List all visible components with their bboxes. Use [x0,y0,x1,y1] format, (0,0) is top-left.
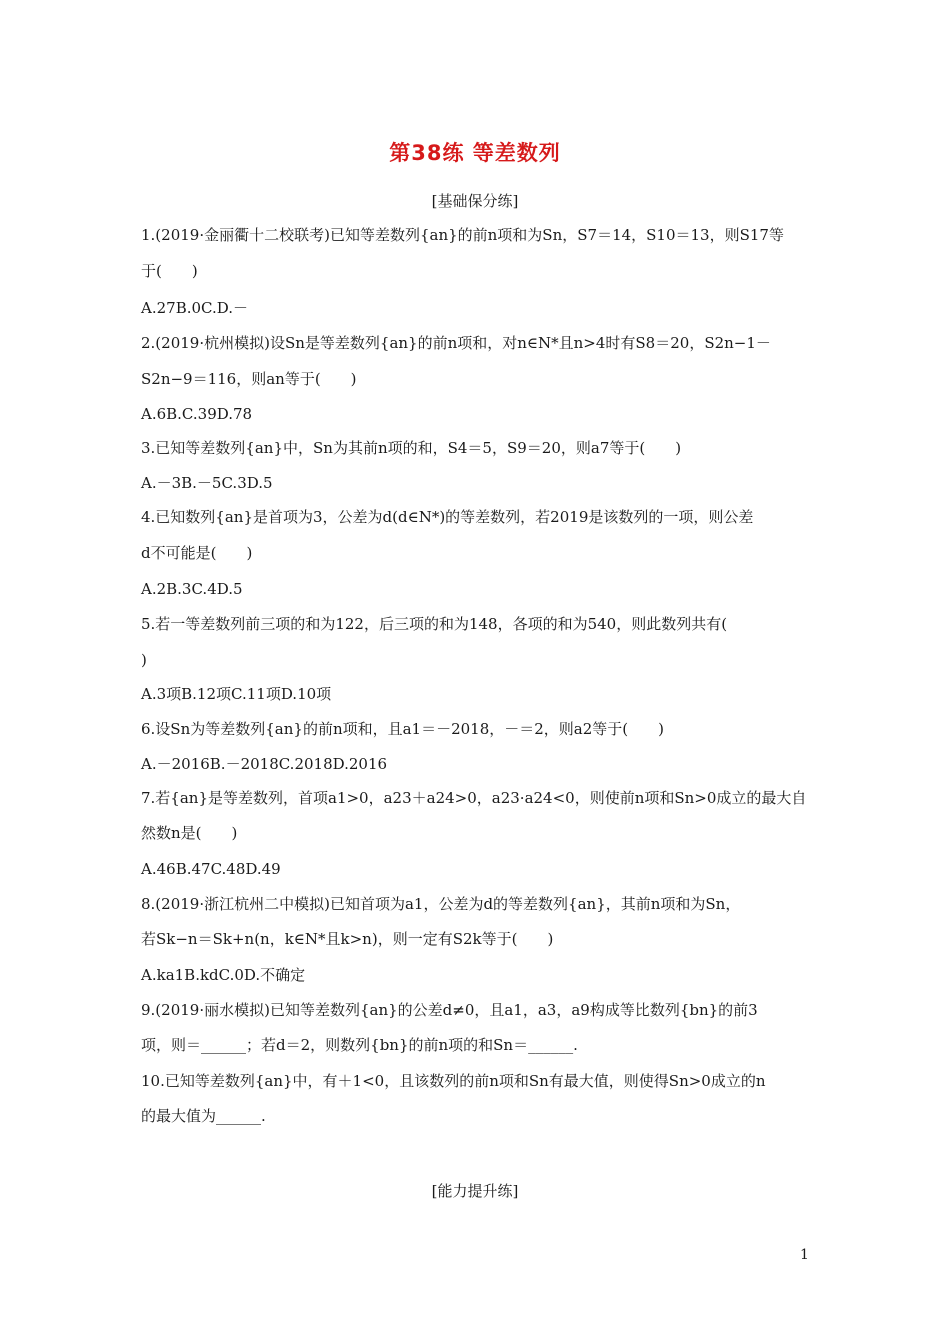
text-line: 于( ) [141,262,198,280]
text-line: 项，则＝______；若d＝2，则数列{bn}的前n项的和Sn＝______. [141,1036,578,1054]
text-line: 8.(2019·浙江杭州二中模拟)已知首项为a1，公差为d的等差数列{an}，其前n项和为Sn， [141,895,741,913]
text-line: 5.若一等差数列前三项的和为122，后三项的和为148，各项的和为540，则此数列共有( [141,615,728,633]
text-line: A.ka1B.kdC.0D.不确定 [141,966,306,984]
text-line: 3.已知等差数列{an}中，Sn为其前n项的和，S4＝5，S9＝20，则a7等于( ) [141,439,682,457]
text-line: 2.(2019·杭州模拟)设Sn是等差数列{an}的前n项和，对n∈N*且n>4时有S8＝20，S2n−1－ [141,334,771,352]
text-line: A.46B.47C.48D.49 [141,860,281,878]
text-line: A.2B.3C.4D.5 [141,580,243,598]
section-heading-basic: [基础保分练] [431,192,519,210]
text-line: 的最大值为______. [141,1107,266,1125]
text-line: A.－2016B.－2018C.2018D.2016 [141,755,388,773]
text-line: 6.设Sn为等差数列{an}的前n项和，且a1＝－2018，－＝2，则a2等于( ) [141,720,664,738]
text-line: A.－3B.－5C.3D.5 [141,474,273,492]
text-line: S2n−9＝116，则an等于( ) [141,370,357,388]
text-line: 7.若{an}是等差数列，首项a1>0，a23＋a24>0，a23·a24<0，则使前n项和Sn>0成立的最大自 [141,789,807,807]
page-title: 第38练 等差数列 [389,141,561,165]
text-line: A.27B.0C.D.－ [141,299,248,317]
text-line: ) [141,651,147,669]
text-line: 10.已知等差数列{an}中，有＋1<0，且该数列的前n项和Sn有最大值，则使得Sn>0成立的n [141,1072,766,1090]
text-line: 若Sk−n＝Sk+n(n，k∈N*且k>n)，则一定有S2k等于( ) [141,930,554,948]
text-line: 1.(2019·金丽衢十二校联考)已知等差数列{an}的前n项和为Sn，S7＝14，S10＝13，则S17等 [141,226,784,244]
section-heading-advanced: [能力提升练] [431,1182,519,1200]
text-line: 4.已知数列{an}是首项为3，公差为d(d∈N*)的等差数列，若2019是该数列的一项，则公差 [141,508,754,526]
text-line: d不可能是( ) [141,544,253,562]
text-line: A.3项B.12项C.11项D.10项 [141,685,332,703]
text-line: 然数n是( ) [141,824,238,842]
text-line: A.6B.C.39D.78 [141,405,253,423]
page-number: 1 [800,1247,809,1263]
text-line: 9.(2019·丽水模拟)已知等差数列{an}的公差d≠0，且a1，a3，a9构成等比数列{bn}的前3 [141,1001,758,1019]
